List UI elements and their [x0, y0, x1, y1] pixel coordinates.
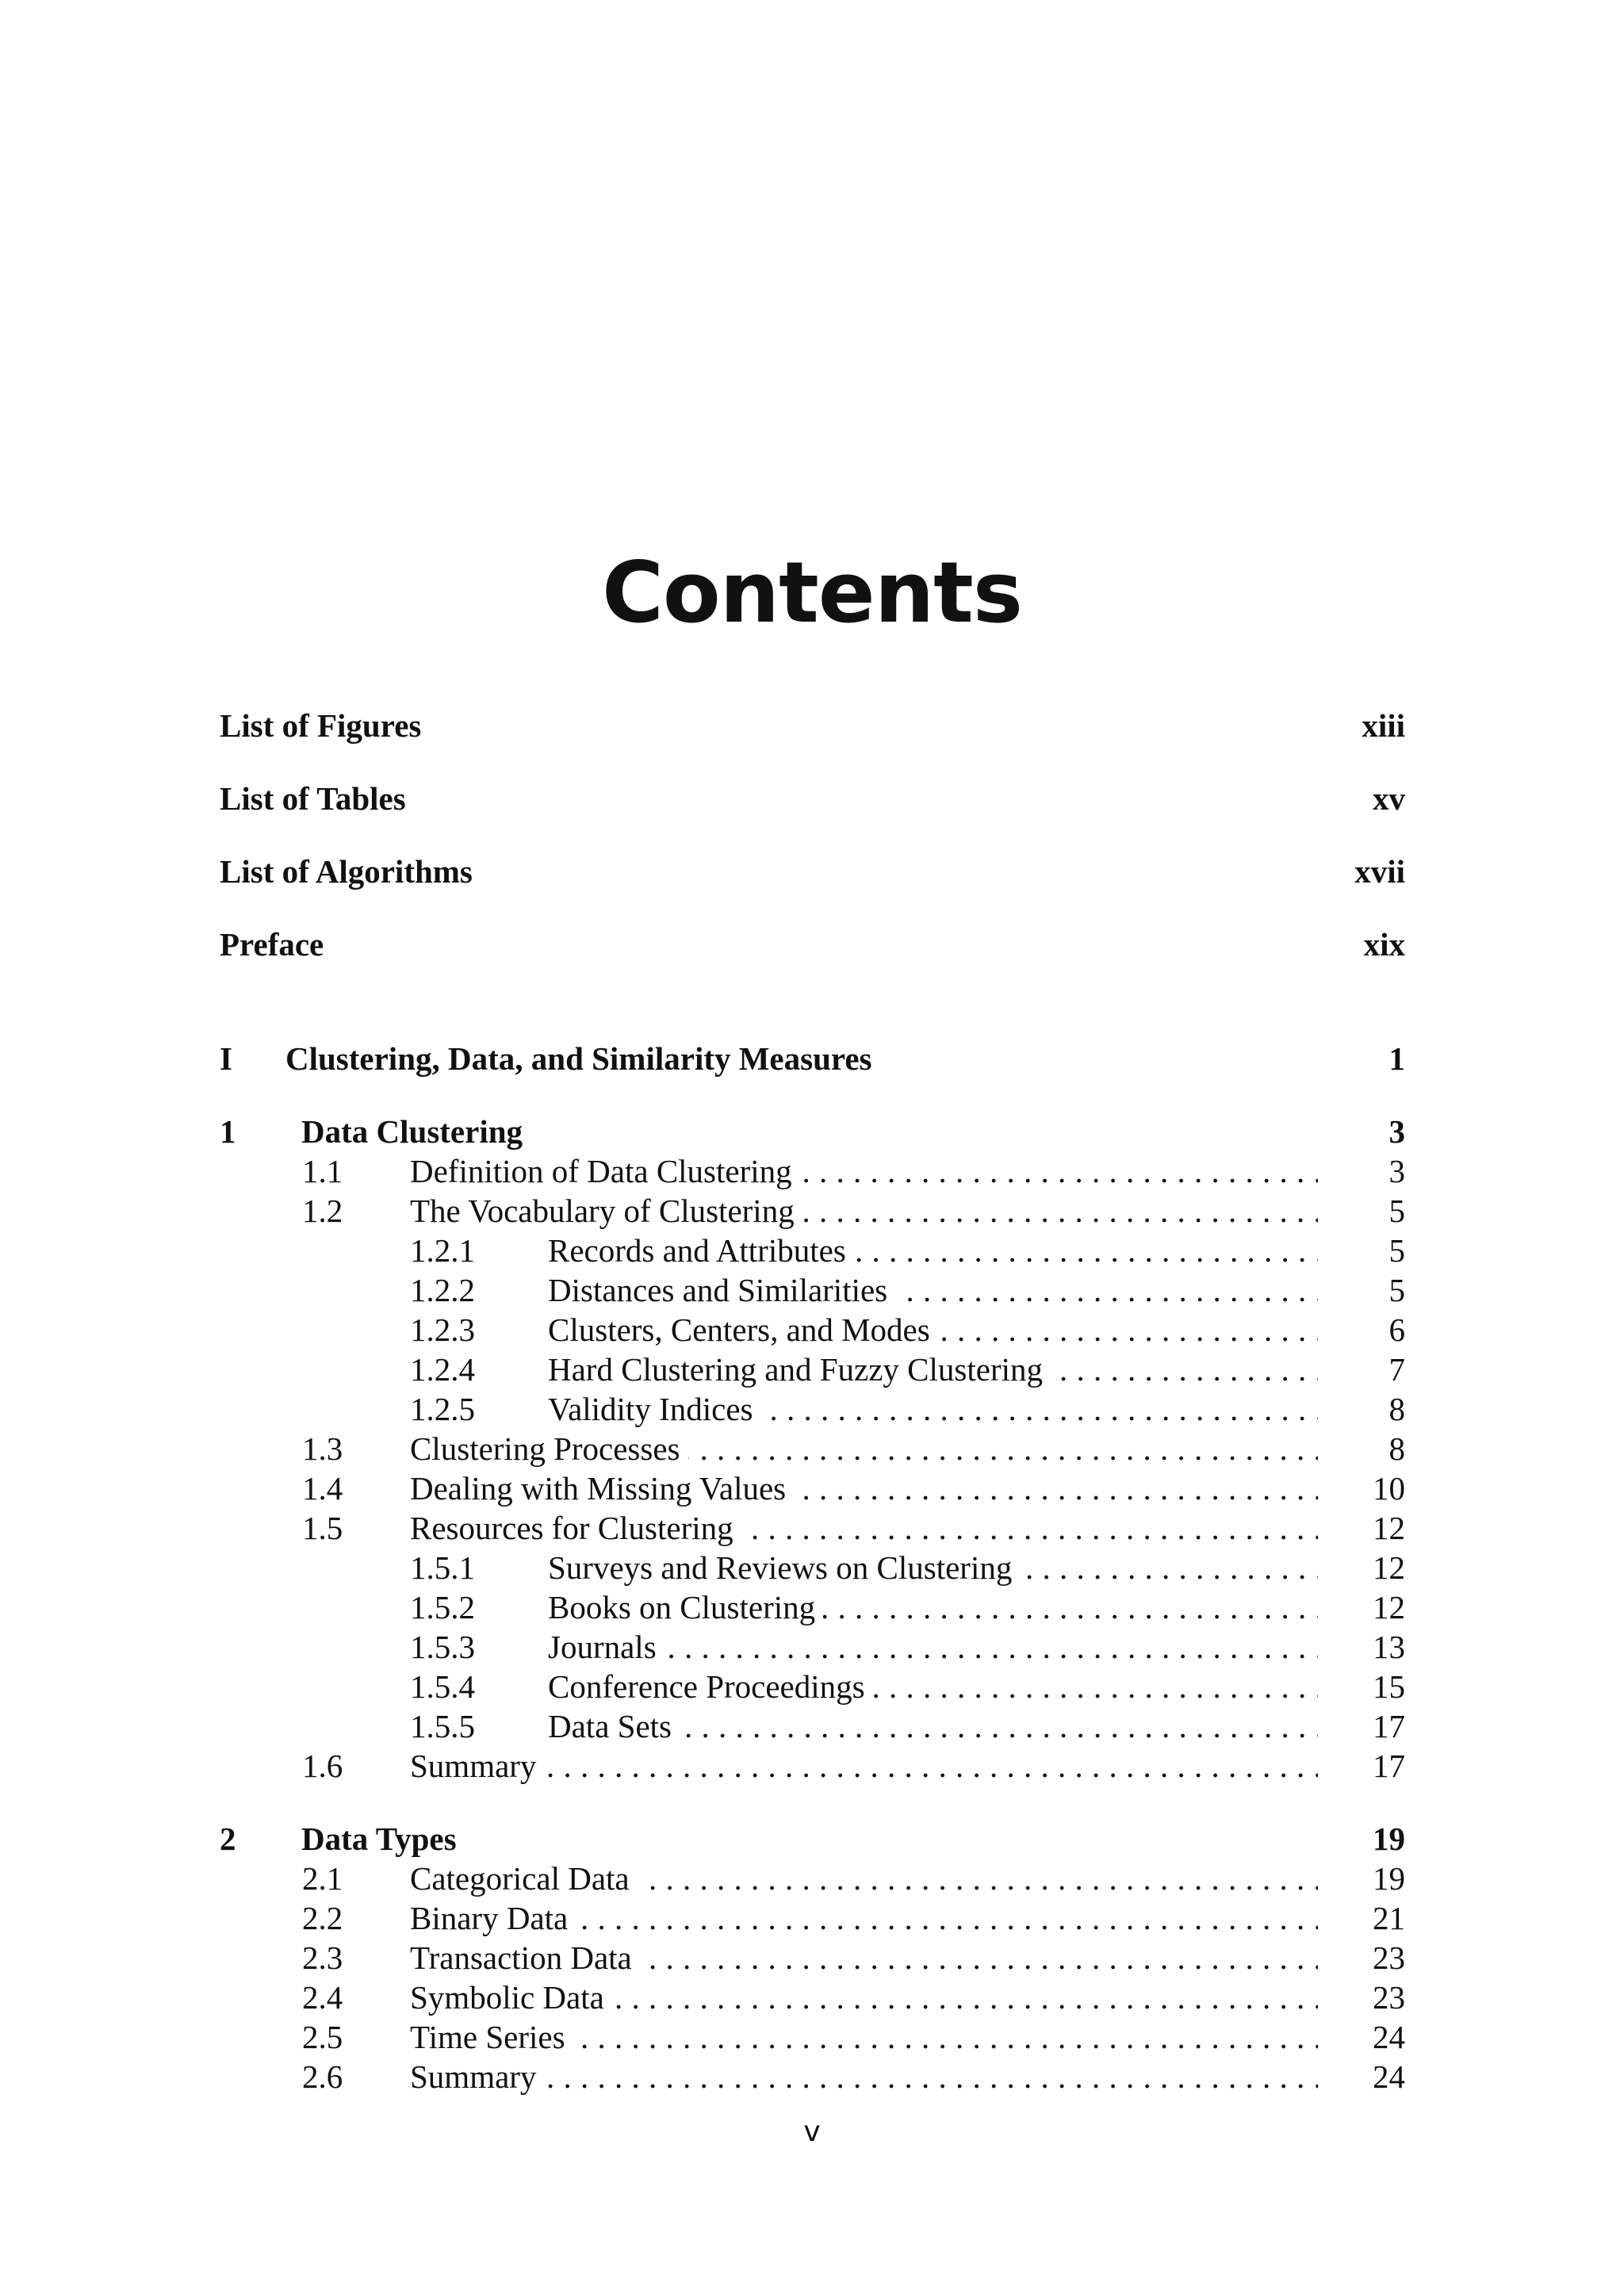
- toc-subsection-label: Distances and Similarities: [548, 1272, 895, 1308]
- toc-section-number: 1.6: [302, 1748, 343, 1784]
- toc-subsection[interactable]: [220, 1706, 1405, 1746]
- toc-subsection-label: Data Sets: [548, 1708, 680, 1744]
- page-number: v: [803, 2115, 821, 2148]
- toc-entry-page: xiii: [1362, 707, 1405, 744]
- toc-subsection-page: 15: [1373, 1668, 1405, 1705]
- toc-section[interactable]: [220, 2057, 1405, 2096]
- toc-section-number: 2.3: [302, 1939, 343, 1976]
- toc-subsection-page: 7: [1388, 1351, 1405, 1388]
- toc-section-label: Clustering Processes: [410, 1430, 688, 1467]
- toc-section[interactable]: [220, 1191, 1405, 1231]
- toc-subsection-label: Conference Proceedings: [548, 1668, 873, 1705]
- toc-section[interactable]: [220, 1746, 1405, 1786]
- toc-section-label: Time Series: [410, 2019, 573, 2055]
- toc-section-number: 1.1: [302, 1153, 343, 1189]
- toc-section-page: 8: [1388, 1430, 1405, 1467]
- toc-subsection-number: 1.5.4: [410, 1668, 475, 1705]
- toc-section-page: 24: [1373, 2058, 1405, 2095]
- toc-section-number: 2.5: [302, 2019, 343, 2055]
- toc-entry-page: xvii: [1354, 853, 1405, 890]
- toc-section[interactable]: [220, 1508, 1405, 1548]
- toc-subsection-page: 12: [1373, 1589, 1405, 1625]
- toc-section[interactable]: [220, 1429, 1405, 1468]
- toc-section-number: 2.6: [302, 2058, 343, 2095]
- toc-entry-list-of-tables[interactable]: [220, 779, 1405, 818]
- toc-section-page: 5: [1388, 1193, 1405, 1229]
- toc-subsection[interactable]: [220, 1270, 1405, 1310]
- toc-section-label: Categorical Data: [410, 1860, 638, 1897]
- toc-subsection-page: 17: [1373, 1708, 1405, 1744]
- toc-entry-preface[interactable]: [220, 925, 1405, 964]
- toc-entry-list-of-algorithms[interactable]: [220, 852, 1405, 891]
- toc-subsection-label: Hard Clustering and Fuzzy Clustering: [548, 1351, 1051, 1388]
- toc-section[interactable]: [220, 2017, 1405, 2057]
- toc-subsection-number: 1.2.4: [410, 1351, 475, 1388]
- toc-section-label: Transaction Data: [410, 1939, 640, 1976]
- toc-subsection-label: Books on Clustering: [548, 1589, 823, 1625]
- toc-entry-label: List of Tables: [220, 780, 414, 817]
- toc-entry-page: xix: [1363, 926, 1405, 963]
- toc-subsection-label: Validity Indices: [548, 1391, 760, 1427]
- toc-subsection-page: 13: [1373, 1629, 1405, 1665]
- toc-subsection-page: 5: [1388, 1232, 1405, 1269]
- toc-subsection-number: 1.5.2: [410, 1589, 475, 1625]
- toc-entry-page: xv: [1373, 780, 1405, 817]
- toc-subsection[interactable]: [220, 1587, 1405, 1627]
- toc-section-page: 24: [1373, 2019, 1405, 2055]
- toc-subsection[interactable]: [220, 1548, 1405, 1587]
- toc-subsection[interactable]: [220, 1350, 1405, 1389]
- toc-subsection[interactable]: [220, 1389, 1405, 1429]
- toc-section[interactable]: [220, 1151, 1405, 1191]
- toc-section[interactable]: [220, 1859, 1405, 1898]
- toc-section-page: 10: [1373, 1470, 1405, 1507]
- toc-subsection-label: Clusters, Centers, and Modes: [548, 1311, 938, 1348]
- toc-section-label: Resources for Clustering: [410, 1510, 741, 1546]
- toc-section-label: Summary: [410, 2058, 544, 2095]
- toc-part-1[interactable]: [220, 1039, 1405, 1078]
- toc-section-number: 2.2: [302, 1900, 343, 1936]
- toc-section[interactable]: [220, 1978, 1405, 2017]
- toc-subsection-number: 1.2.2: [410, 1272, 475, 1308]
- toc-subsection-number: 1.2.5: [410, 1391, 475, 1427]
- toc-subsection-number: 1.2.3: [410, 1311, 475, 1348]
- toc-subsection-label: Records and Attributes: [548, 1232, 854, 1269]
- toc-section[interactable]: [220, 1938, 1405, 1978]
- toc-subsection[interactable]: [220, 1231, 1405, 1270]
- toc-section-number: 2.4: [302, 1979, 343, 2016]
- toc-subsection-page: 5: [1388, 1272, 1405, 1308]
- toc-subsection-label: Journals: [548, 1629, 665, 1665]
- toc-subsection[interactable]: [220, 1667, 1405, 1706]
- toc-section-page: 12: [1373, 1510, 1405, 1546]
- toc-section[interactable]: [220, 1898, 1405, 1938]
- toc-section-label: Summary: [410, 1748, 544, 1784]
- toc-chapter-label: Data Clustering: [301, 1113, 530, 1150]
- toc-part-label: Clustering, Data, and Similarity Measures: [285, 1040, 880, 1077]
- toc-subsection-page: 8: [1388, 1391, 1405, 1427]
- toc-section-label: The Vocabulary of Clustering: [410, 1193, 802, 1229]
- toc-section-label: Binary Data: [410, 1900, 576, 1936]
- toc-entry-label: List of Algorithms: [220, 853, 481, 890]
- toc-section-number: 1.2: [302, 1193, 343, 1229]
- toc-chapter-1[interactable]: [220, 1112, 1405, 1151]
- toc-section-page: 21: [1373, 1900, 1405, 1936]
- toc-section-label: Definition of Data Clustering: [410, 1153, 800, 1189]
- toc-part-page: 1: [1388, 1040, 1405, 1077]
- toc-section-page: 23: [1373, 1979, 1405, 2016]
- toc-subsection[interactable]: [220, 1627, 1405, 1667]
- toc-chapter-2[interactable]: [220, 1819, 1405, 1859]
- toc-entry-label: Preface: [220, 926, 331, 963]
- toc-section-page: 19: [1373, 1860, 1405, 1897]
- toc-chapter-number: 2: [220, 1821, 236, 1857]
- toc-chapter-label: Data Types: [301, 1821, 465, 1857]
- toc-subsection-page: 12: [1373, 1549, 1405, 1586]
- toc-section-number: 1.3: [302, 1430, 343, 1467]
- toc-section-label: Symbolic Data: [410, 1979, 612, 2016]
- toc-part-number: I: [220, 1040, 232, 1077]
- toc-entry-label: List of Figures: [220, 707, 429, 744]
- toc-subsection[interactable]: [220, 1310, 1405, 1350]
- toc-subsection-page: 6: [1388, 1311, 1405, 1348]
- toc-subsection-label: Surveys and Reviews on Clustering: [548, 1549, 1020, 1586]
- toc-chapter-number: 1: [220, 1113, 236, 1150]
- toc-section-page: 23: [1373, 1939, 1405, 1976]
- toc-section-label: Dealing with Missing Values: [410, 1470, 794, 1507]
- toc-section-number: 1.4: [302, 1470, 343, 1507]
- toc-subsection-number: 1.5.1: [410, 1549, 475, 1586]
- toc-subsection-number: 1.2.1: [410, 1232, 475, 1269]
- toc-section-number: 2.1: [302, 1860, 343, 1897]
- page-title: Contents: [602, 544, 1022, 642]
- toc-subsection-number: 1.5.5: [410, 1708, 475, 1744]
- toc-chapter-page: 19: [1373, 1821, 1405, 1857]
- toc-chapter-page: 3: [1388, 1113, 1405, 1150]
- toc-entry-list-of-figures[interactable]: [220, 706, 1405, 745]
- toc-section-number: 1.5: [302, 1510, 343, 1546]
- toc-section[interactable]: [220, 1468, 1405, 1508]
- toc-subsection-number: 1.5.3: [410, 1629, 475, 1665]
- toc-section-page: 17: [1373, 1748, 1405, 1784]
- toc-section-page: 3: [1388, 1153, 1405, 1189]
